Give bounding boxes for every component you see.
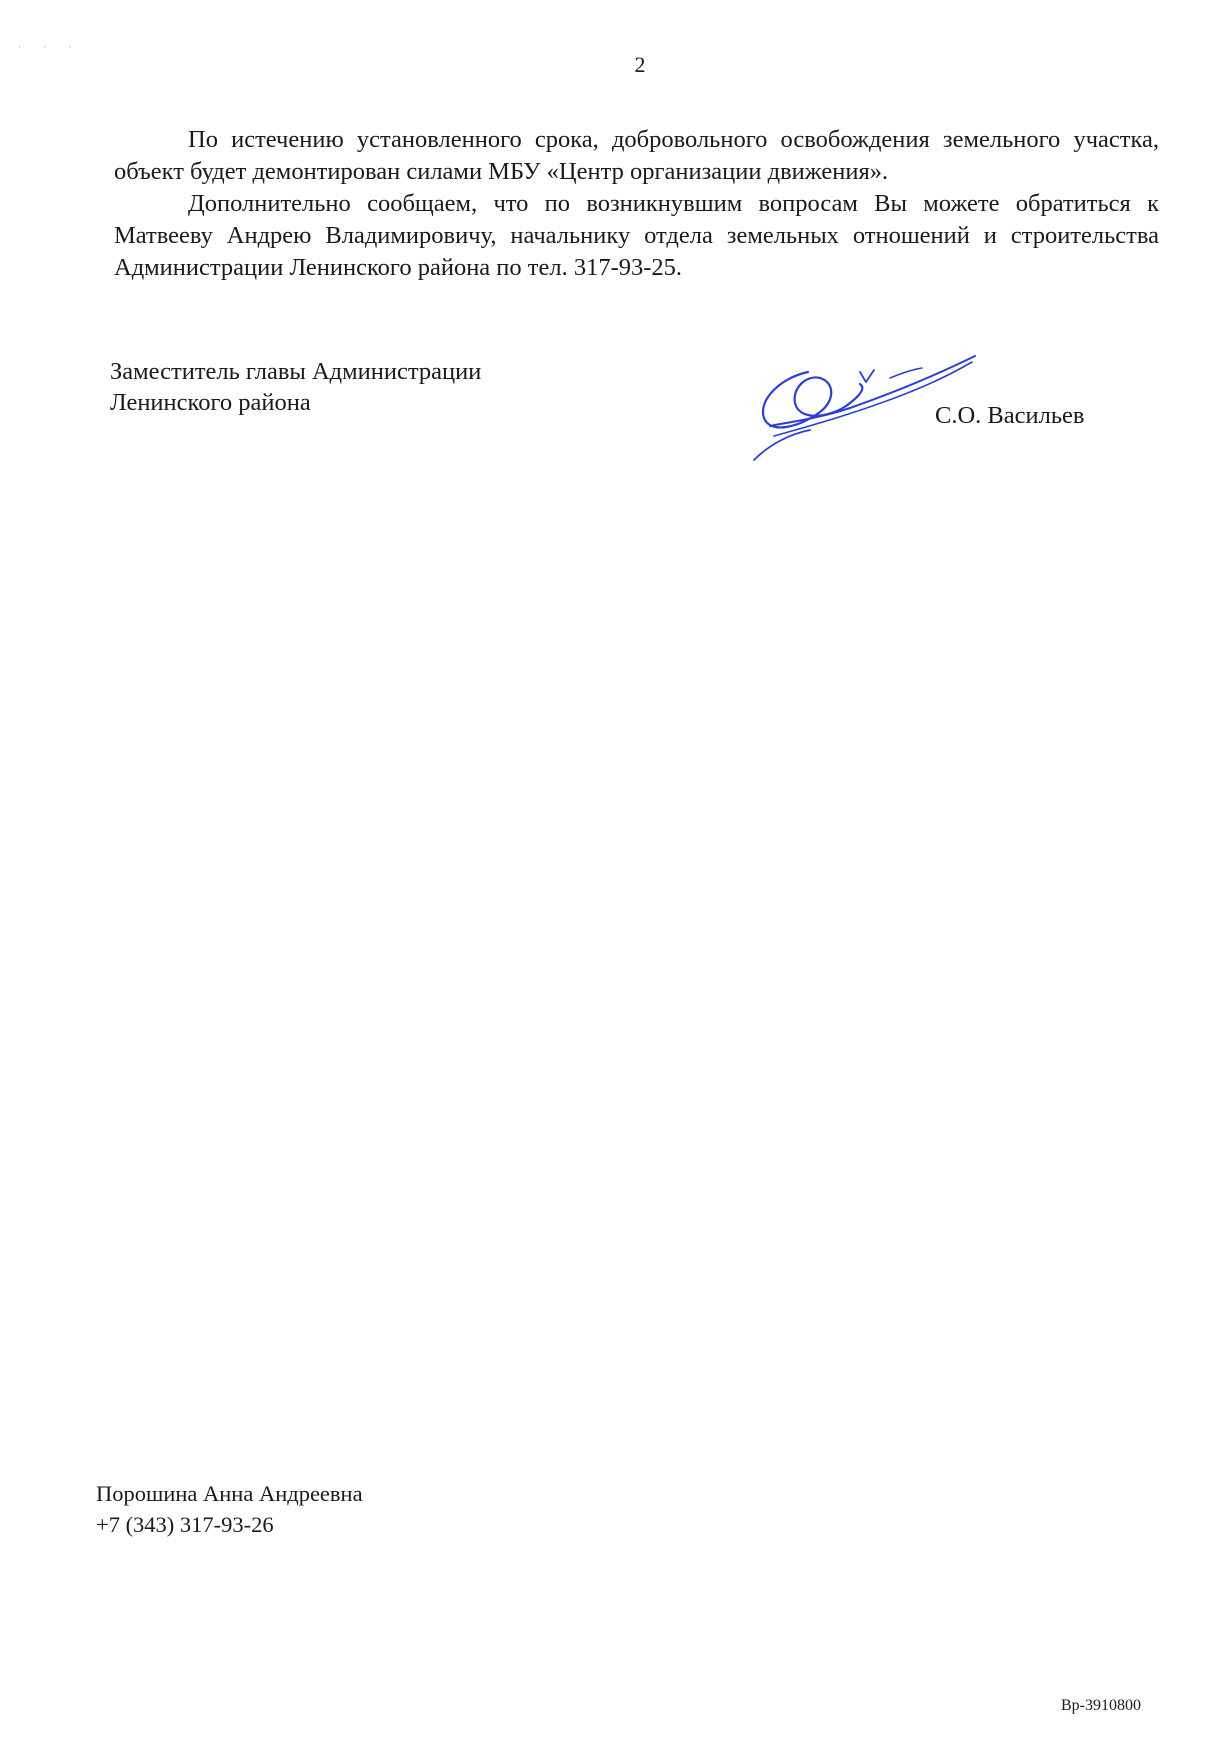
page-number: 2	[634, 52, 646, 77]
signer-title-line-1: Заместитель главы Администрации	[110, 358, 482, 385]
signer-position	[110, 356, 481, 418]
letter-body	[114, 124, 1159, 284]
signer-name: С.О. Васильев	[935, 402, 1085, 429]
executor-block	[96, 1478, 363, 1540]
paragraph-deadline: По истечению установленного срока, добровольного освобождения земельного участка, объект будет демонтирован силами МБУ «Центр организации движения».	[114, 126, 1159, 185]
document-code: Вр-3910800	[1061, 1697, 1141, 1714]
paragraph-contact: Дополнительно сообщаем, что по возникнувшим вопросам Вы можете обратиться к Матвееву Андрею Владимировичу, начальнику отдела земельных отношений и строительства Администрации Ленинского района по тел. 317-93-25.	[114, 190, 1159, 281]
executor-phone: +7 (343) 317-93-26	[96, 1512, 274, 1537]
executor-name: Порошина Анна Андреевна	[96, 1481, 363, 1506]
scan-artifact: · · ·	[18, 42, 82, 52]
signer-title-line-2: Ленинского района	[110, 389, 311, 416]
